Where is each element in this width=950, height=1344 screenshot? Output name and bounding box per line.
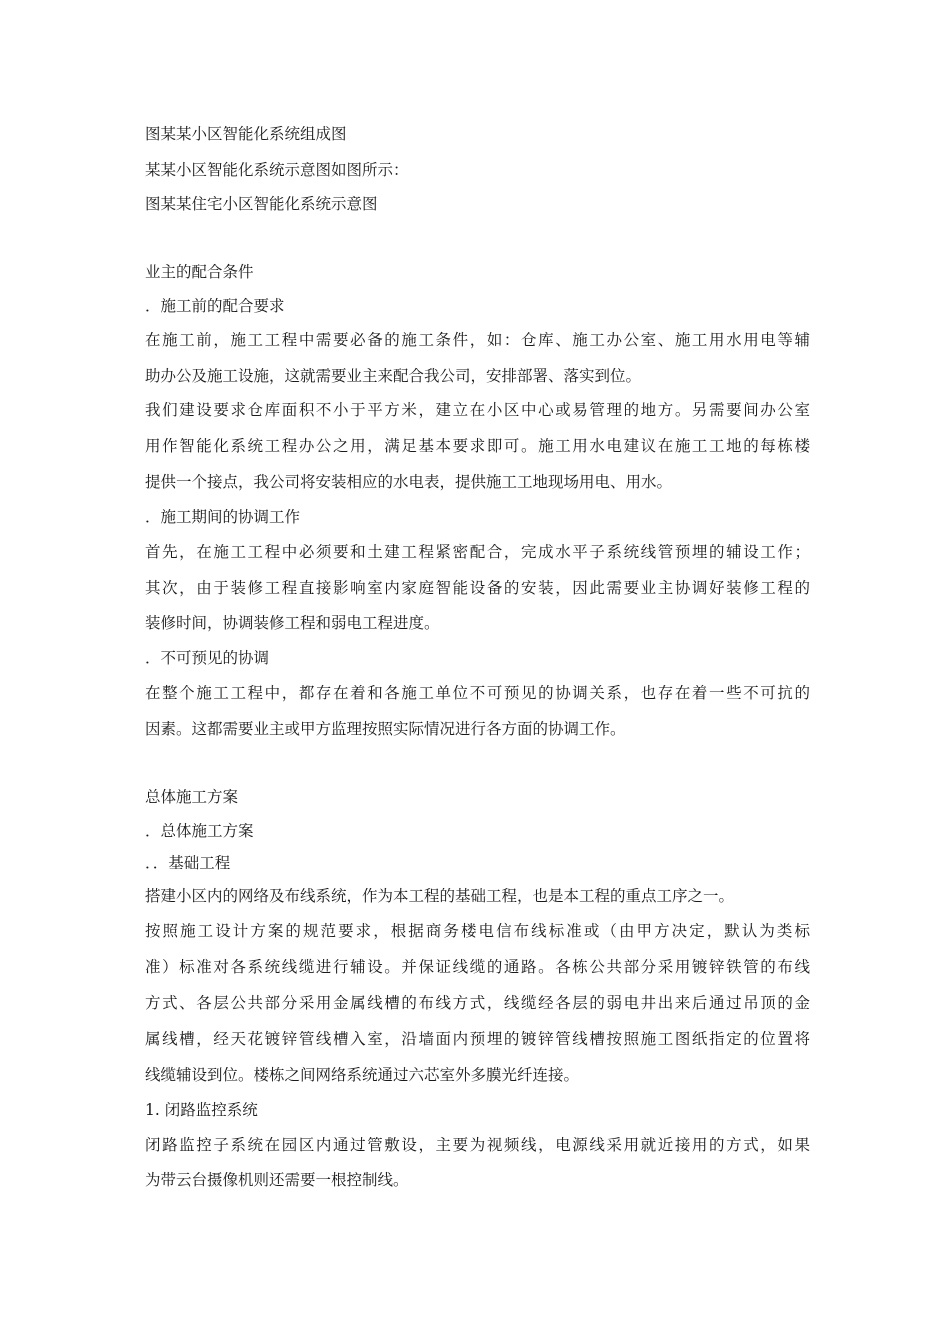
- paragraph-line: 因素。这都需要业主或甲方监理按照实际情况进行各方面的协调工作。: [145, 720, 626, 738]
- paragraph-line: 某某小区智能化系统示意图如图所示：: [145, 161, 409, 179]
- paragraph-line: 属线槽，经天花镀锌管线槽入室，沿墙面内预埋的镀锌管线槽按照施工图纸指定的位置将: [145, 1030, 810, 1048]
- paragraph-line: 用作智能化系统工程办公之用，满足基本要求即可。施工用水电建议在施工工地的每栋楼: [145, 437, 810, 455]
- paragraph-line: 闭路监控子系统在园区内通过管敷设，主要为视频线，电源线采用就近接用的方式，如果: [145, 1136, 810, 1154]
- paragraph-line: 提供一个接点，我公司将安装相应的水电表，提供施工工地现场用电、用水。: [145, 473, 673, 491]
- subheading-pre-construction: ．施工前的配合要求: [145, 297, 285, 315]
- paragraph-line: 搭建小区内的网络及布线系统，作为本工程的基础工程，也是本工程的重点工序之一。: [145, 887, 735, 905]
- subheading-coordination: ．施工期间的协调工作: [145, 508, 301, 526]
- paragraph-line: 其次，由于装修工程直接影响室内家庭智能设备的安装，因此需要业主协调好装修工程的: [145, 579, 810, 597]
- paragraph-line: 装修时间，协调装修工程和弱电工程进度。: [145, 614, 440, 632]
- subheading-cctv: 1. 闭路监控系统: [145, 1101, 258, 1119]
- section-heading-owner-cooperation: 业主的配合条件: [145, 263, 254, 281]
- paragraph-line: 准）标准对各系统线缆进行辅设。并保证线缆的通路。各栋公共部分采用镀锌铁管的布线: [145, 958, 810, 976]
- subheading-overall-plan: ．总体施工方案: [145, 822, 254, 840]
- paragraph-line: 首先，在施工工程中必须要和土建工程紧密配合，完成水平子系统线管预埋的辅设工作；: [145, 543, 810, 561]
- paragraph-line: 助办公及施工设施，这就需要业主来配合我公司，安排部署、落实到位。: [145, 367, 642, 385]
- figure-caption-schematic: 图某某住宅小区智能化系统示意图: [145, 195, 378, 213]
- paragraph-line: 在施工前，施工工程中需要必备的施工条件，如：仓库、施工办公室、施工用水用电等辅: [145, 331, 810, 349]
- section-heading-overall-plan: 总体施工方案: [145, 788, 239, 806]
- paragraph-line: 我们建设要求仓库面积不小于平方米，建立在小区中心或易管理的地方。另需要间办公室: [145, 401, 810, 419]
- subheading-foundation: ．．基础工程: [145, 854, 231, 872]
- figure-caption-composition: 图某某小区智能化系统组成图: [145, 125, 347, 143]
- subheading-unforeseen: ．不可预见的协调: [145, 649, 270, 667]
- paragraph-line: 线缆辅设到位。楼栋之间网络系统通过六芯室外多膜光纤连接。: [145, 1066, 580, 1084]
- paragraph-line: 为带云台摄像机则还需要一根控制线。: [145, 1171, 409, 1189]
- paragraph-line: 按照施工设计方案的规范要求，根据商务楼电信布线标准或（由甲方决定，默认为类标: [145, 922, 810, 940]
- paragraph-line: 在整个施工工程中，都存在着和各施工单位不可预见的协调关系，也存在着一些不可抗的: [145, 684, 810, 702]
- paragraph-line: 方式、各层公共部分采用金属线槽的布线方式，线缆经各层的弱电井出来后通过吊顶的金: [145, 994, 810, 1012]
